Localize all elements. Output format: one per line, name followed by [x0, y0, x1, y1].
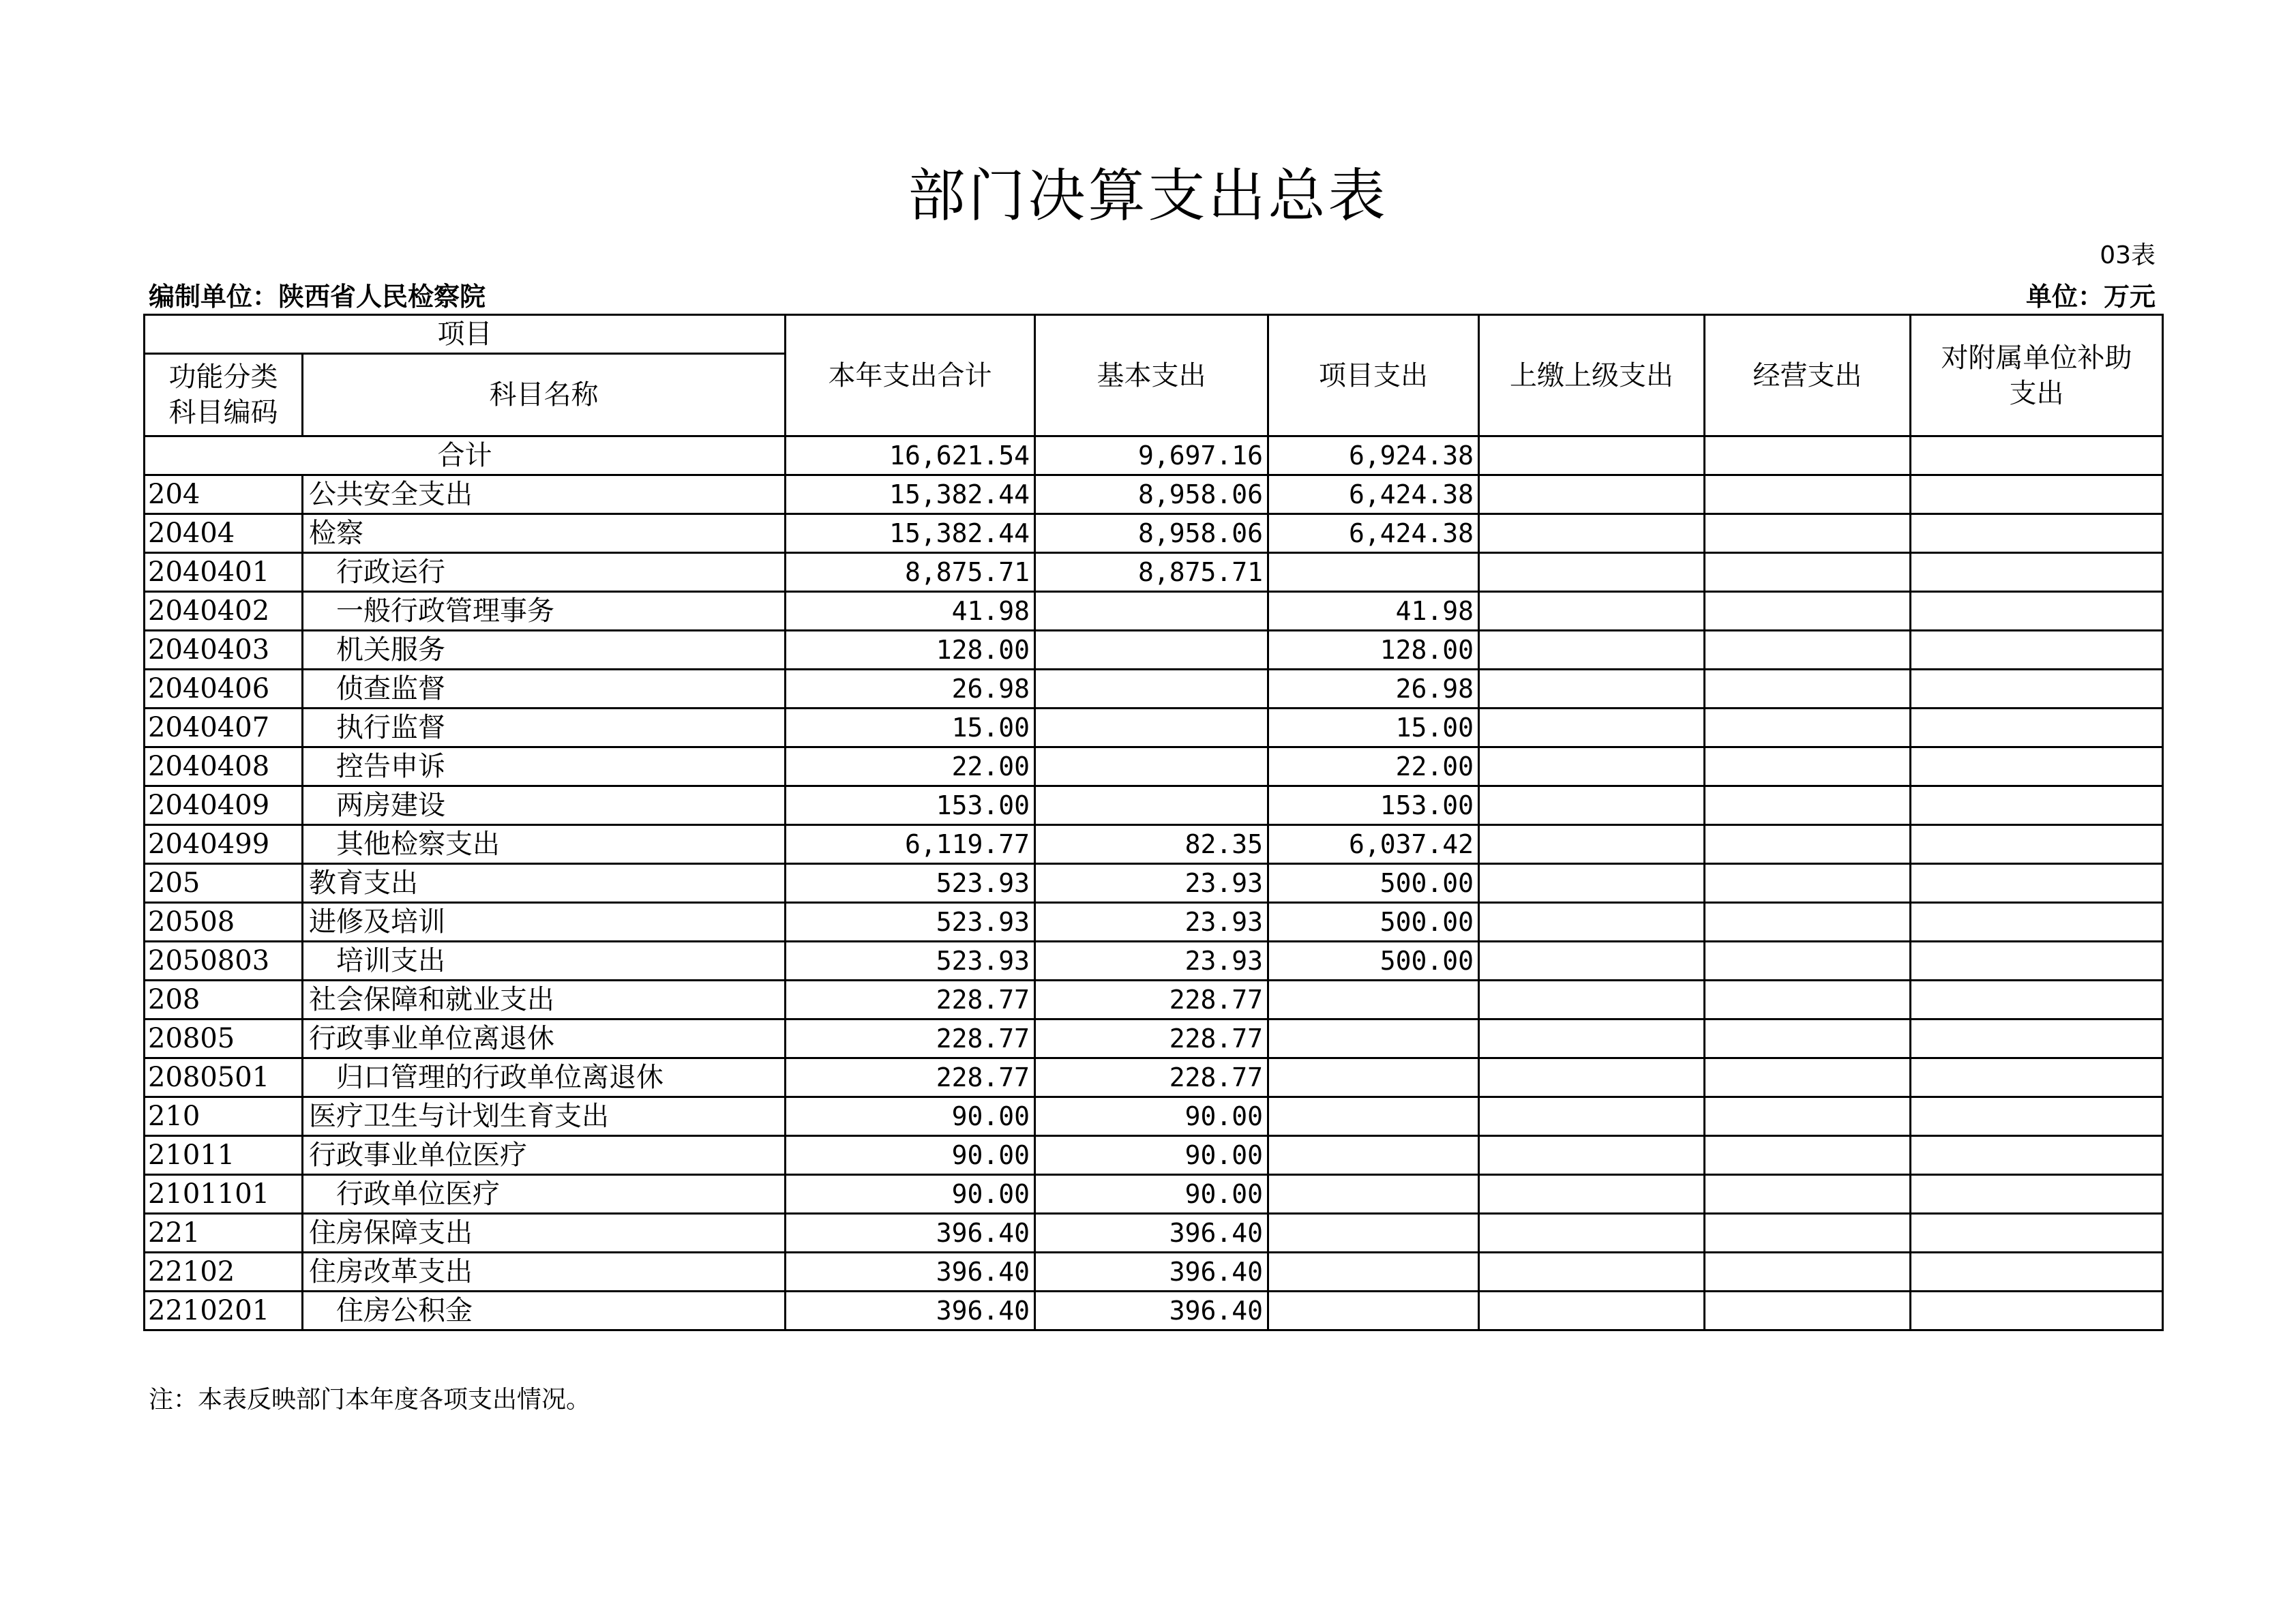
table-row	[145, 864, 2163, 903]
row-business	[1705, 592, 1911, 631]
table-row	[145, 903, 2163, 942]
row-business	[1705, 981, 1911, 1019]
row-name: 行政运行	[303, 553, 786, 592]
table-row	[145, 631, 2163, 670]
row-code: 2050803	[145, 942, 303, 981]
row-upper	[1479, 514, 1705, 553]
row-project	[1268, 1214, 1479, 1253]
total-label: 合计	[145, 436, 786, 475]
row-project: 6,424.38	[1268, 475, 1479, 514]
row-total: 22.00	[786, 747, 1035, 786]
row-total: 228.77	[786, 1058, 1035, 1097]
row-code: 205	[145, 864, 303, 903]
table-row	[145, 1253, 2163, 1292]
row-total: 523.93	[786, 942, 1035, 981]
row-basic: 396.40	[1035, 1214, 1268, 1253]
row-upper	[1479, 1292, 1705, 1330]
header-name: 科目名称	[303, 354, 786, 436]
table-row	[145, 1214, 2163, 1253]
header-basic: 基本支出	[1035, 315, 1268, 436]
row-upper	[1479, 670, 1705, 709]
row-basic: 90.00	[1035, 1136, 1268, 1175]
row-total: 523.93	[786, 864, 1035, 903]
row-subsidy	[1911, 514, 2163, 553]
row-business	[1705, 1058, 1911, 1097]
table-row	[145, 825, 2163, 864]
row-code: 2080501	[145, 1058, 303, 1097]
page-title: 部门决算支出总表	[908, 162, 1388, 229]
row-project: 500.00	[1268, 903, 1479, 942]
total-basic: 9,697.16	[1035, 436, 1268, 475]
row-upper	[1479, 709, 1705, 747]
header-business: 经营支出	[1705, 315, 1911, 436]
row-basic	[1035, 709, 1268, 747]
row-project	[1268, 1136, 1479, 1175]
row-basic	[1035, 631, 1268, 670]
row-total: 523.93	[786, 903, 1035, 942]
row-basic: 23.93	[1035, 903, 1268, 942]
row-project	[1268, 1058, 1479, 1097]
row-name: 住房保障支出	[303, 1214, 786, 1253]
row-business	[1705, 514, 1911, 553]
row-code: 221	[145, 1214, 303, 1253]
row-business	[1705, 1292, 1911, 1330]
row-basic: 396.40	[1035, 1292, 1268, 1330]
row-business	[1705, 709, 1911, 747]
table-row	[145, 475, 2163, 514]
row-code: 2040401	[145, 553, 303, 592]
row-upper	[1479, 1214, 1705, 1253]
table-row	[145, 709, 2163, 747]
row-code: 208	[145, 981, 303, 1019]
row-subsidy	[1911, 670, 2163, 709]
row-business	[1705, 942, 1911, 981]
row-project: 6,037.42	[1268, 825, 1479, 864]
row-upper	[1479, 864, 1705, 903]
row-name: 行政事业单位医疗	[303, 1136, 786, 1175]
row-code: 2040499	[145, 825, 303, 864]
row-total: 228.77	[786, 981, 1035, 1019]
row-total: 8,875.71	[786, 553, 1035, 592]
row-project: 41.98	[1268, 592, 1479, 631]
row-project: 15.00	[1268, 709, 1479, 747]
header-subsidy: 对附属单位补助 支出	[1911, 315, 2163, 436]
row-subsidy	[1911, 1214, 2163, 1253]
row-business	[1705, 553, 1911, 592]
row-total: 396.40	[786, 1253, 1035, 1292]
row-project	[1268, 1175, 1479, 1214]
row-business	[1705, 1175, 1911, 1214]
row-project	[1268, 1253, 1479, 1292]
row-name: 进修及培训	[303, 903, 786, 942]
table-row	[145, 747, 2163, 786]
row-total: 396.40	[786, 1214, 1035, 1253]
row-upper	[1479, 903, 1705, 942]
row-business	[1705, 747, 1911, 786]
row-basic: 228.77	[1035, 981, 1268, 1019]
row-code: 22102	[145, 1253, 303, 1292]
row-basic: 23.93	[1035, 864, 1268, 903]
row-project	[1268, 553, 1479, 592]
header-project: 项目	[145, 315, 786, 354]
row-business	[1705, 1019, 1911, 1058]
row-name: 控告申诉	[303, 747, 786, 786]
row-code: 2040406	[145, 670, 303, 709]
row-name: 行政事业单位离退休	[303, 1019, 786, 1058]
row-project: 6,424.38	[1268, 514, 1479, 553]
row-total: 15,382.44	[786, 514, 1035, 553]
row-total: 90.00	[786, 1136, 1035, 1175]
row-code: 2101101	[145, 1175, 303, 1214]
row-business	[1705, 1253, 1911, 1292]
table-row	[145, 592, 2163, 631]
organization-label: 编制单位：陕西省人民检察院	[149, 282, 486, 312]
row-basic: 82.35	[1035, 825, 1268, 864]
row-basic	[1035, 786, 1268, 825]
table-row	[145, 1292, 2163, 1330]
row-upper	[1479, 1175, 1705, 1214]
row-basic: 396.40	[1035, 1253, 1268, 1292]
row-name: 住房公积金	[303, 1292, 786, 1330]
row-subsidy	[1911, 942, 2163, 981]
table-row	[145, 981, 2163, 1019]
row-subsidy	[1911, 1097, 2163, 1136]
header-total: 本年支出合计	[786, 315, 1035, 436]
row-subsidy	[1911, 631, 2163, 670]
row-project: 153.00	[1268, 786, 1479, 825]
row-upper	[1479, 825, 1705, 864]
row-upper	[1479, 1136, 1705, 1175]
table-body	[145, 436, 2163, 1330]
row-total: 41.98	[786, 592, 1035, 631]
row-name: 归口管理的行政单位离退休	[303, 1058, 786, 1097]
row-basic	[1035, 747, 1268, 786]
table-row	[145, 1175, 2163, 1214]
table-row	[145, 1058, 2163, 1097]
row-subsidy	[1911, 1058, 2163, 1097]
row-upper	[1479, 475, 1705, 514]
row-subsidy	[1911, 864, 2163, 903]
row-name: 执行监督	[303, 709, 786, 747]
row-total: 90.00	[786, 1175, 1035, 1214]
row-basic: 228.77	[1035, 1058, 1268, 1097]
row-business	[1705, 786, 1911, 825]
row-total: 26.98	[786, 670, 1035, 709]
row-name: 住房改革支出	[303, 1253, 786, 1292]
row-name: 社会保障和就业支出	[303, 981, 786, 1019]
row-code: 20404	[145, 514, 303, 553]
header-code: 功能分类 科目编码	[145, 354, 303, 436]
row-upper	[1479, 1253, 1705, 1292]
row-basic: 8,958.06	[1035, 514, 1268, 553]
row-subsidy	[1911, 709, 2163, 747]
row-total: 228.77	[786, 1019, 1035, 1058]
row-business	[1705, 670, 1911, 709]
row-basic: 23.93	[1035, 942, 1268, 981]
row-project: 22.00	[1268, 747, 1479, 786]
row-code: 2040407	[145, 709, 303, 747]
row-project	[1268, 1292, 1479, 1330]
unit-label: 单位：万元	[2025, 282, 2156, 312]
row-total: 153.00	[786, 786, 1035, 825]
row-business	[1705, 864, 1911, 903]
row-name: 机关服务	[303, 631, 786, 670]
total-row	[145, 436, 2163, 475]
row-basic: 90.00	[1035, 1097, 1268, 1136]
row-basic: 90.00	[1035, 1175, 1268, 1214]
row-project: 26.98	[1268, 670, 1479, 709]
row-business	[1705, 631, 1911, 670]
table-row	[145, 1019, 2163, 1058]
row-subsidy	[1911, 747, 2163, 786]
row-total: 15.00	[786, 709, 1035, 747]
row-code: 210	[145, 1097, 303, 1136]
row-project	[1268, 1097, 1479, 1136]
row-code: 2040403	[145, 631, 303, 670]
table-row	[145, 1136, 2163, 1175]
row-total: 128.00	[786, 631, 1035, 670]
row-business	[1705, 903, 1911, 942]
row-project: 128.00	[1268, 631, 1479, 670]
table-row	[145, 786, 2163, 825]
row-name: 检察	[303, 514, 786, 553]
row-business	[1705, 1097, 1911, 1136]
row-upper	[1479, 592, 1705, 631]
expenditure-table	[143, 314, 2164, 1331]
row-name: 教育支出	[303, 864, 786, 903]
row-name: 医疗卫生与计划生育支出	[303, 1097, 786, 1136]
row-code: 20805	[145, 1019, 303, 1058]
row-upper	[1479, 1019, 1705, 1058]
row-upper	[1479, 631, 1705, 670]
row-subsidy	[1911, 903, 2163, 942]
row-name: 一般行政管理事务	[303, 592, 786, 631]
row-upper	[1479, 942, 1705, 981]
row-subsidy	[1911, 1253, 2163, 1292]
total-amount: 16,621.54	[786, 436, 1035, 475]
total-business	[1705, 436, 1911, 475]
row-code: 2210201	[145, 1292, 303, 1330]
row-name: 两房建设	[303, 786, 786, 825]
row-upper	[1479, 553, 1705, 592]
total-subsidy	[1911, 436, 2163, 475]
row-upper	[1479, 1058, 1705, 1097]
row-total: 6,119.77	[786, 825, 1035, 864]
row-subsidy	[1911, 825, 2163, 864]
row-basic: 8,958.06	[1035, 475, 1268, 514]
table-row	[145, 514, 2163, 553]
row-total: 90.00	[786, 1097, 1035, 1136]
total-project: 6,924.38	[1268, 436, 1479, 475]
row-basic	[1035, 670, 1268, 709]
row-basic	[1035, 592, 1268, 631]
row-subsidy	[1911, 786, 2163, 825]
header-project-expense: 项目支出	[1268, 315, 1479, 436]
row-business	[1705, 1136, 1911, 1175]
row-name: 其他检察支出	[303, 825, 786, 864]
row-name: 行政单位医疗	[303, 1175, 786, 1214]
row-project	[1268, 981, 1479, 1019]
row-project	[1268, 1019, 1479, 1058]
row-subsidy	[1911, 475, 2163, 514]
row-project: 500.00	[1268, 942, 1479, 981]
row-code: 21011	[145, 1136, 303, 1175]
row-name: 公共安全支出	[303, 475, 786, 514]
row-subsidy	[1911, 553, 2163, 592]
row-upper	[1479, 747, 1705, 786]
row-code: 2040408	[145, 747, 303, 786]
row-code: 204	[145, 475, 303, 514]
row-subsidy	[1911, 1019, 2163, 1058]
row-code: 20508	[145, 903, 303, 942]
row-total: 396.40	[786, 1292, 1035, 1330]
table-number: 03表	[2100, 241, 2156, 269]
row-subsidy	[1911, 981, 2163, 1019]
row-subsidy	[1911, 1292, 2163, 1330]
row-name: 侦查监督	[303, 670, 786, 709]
row-project: 500.00	[1268, 864, 1479, 903]
row-subsidy	[1911, 1136, 2163, 1175]
row-basic: 228.77	[1035, 1019, 1268, 1058]
row-business	[1705, 825, 1911, 864]
row-upper	[1479, 981, 1705, 1019]
row-basic: 8,875.71	[1035, 553, 1268, 592]
row-business	[1705, 475, 1911, 514]
row-upper	[1479, 1097, 1705, 1136]
footnote: 注：本表反映部门本年度各项支出情况。	[149, 1386, 591, 1414]
row-upper	[1479, 786, 1705, 825]
row-total: 15,382.44	[786, 475, 1035, 514]
header-upper: 上缴上级支出	[1479, 315, 1705, 436]
row-business	[1705, 1214, 1911, 1253]
row-subsidy	[1911, 1175, 2163, 1214]
table-row	[145, 1097, 2163, 1136]
row-name: 培训支出	[303, 942, 786, 981]
row-code: 2040409	[145, 786, 303, 825]
row-subsidy	[1911, 592, 2163, 631]
table-row	[145, 553, 2163, 592]
row-code: 2040402	[145, 592, 303, 631]
total-upper	[1479, 436, 1705, 475]
table-row	[145, 942, 2163, 981]
table-row	[145, 670, 2163, 709]
